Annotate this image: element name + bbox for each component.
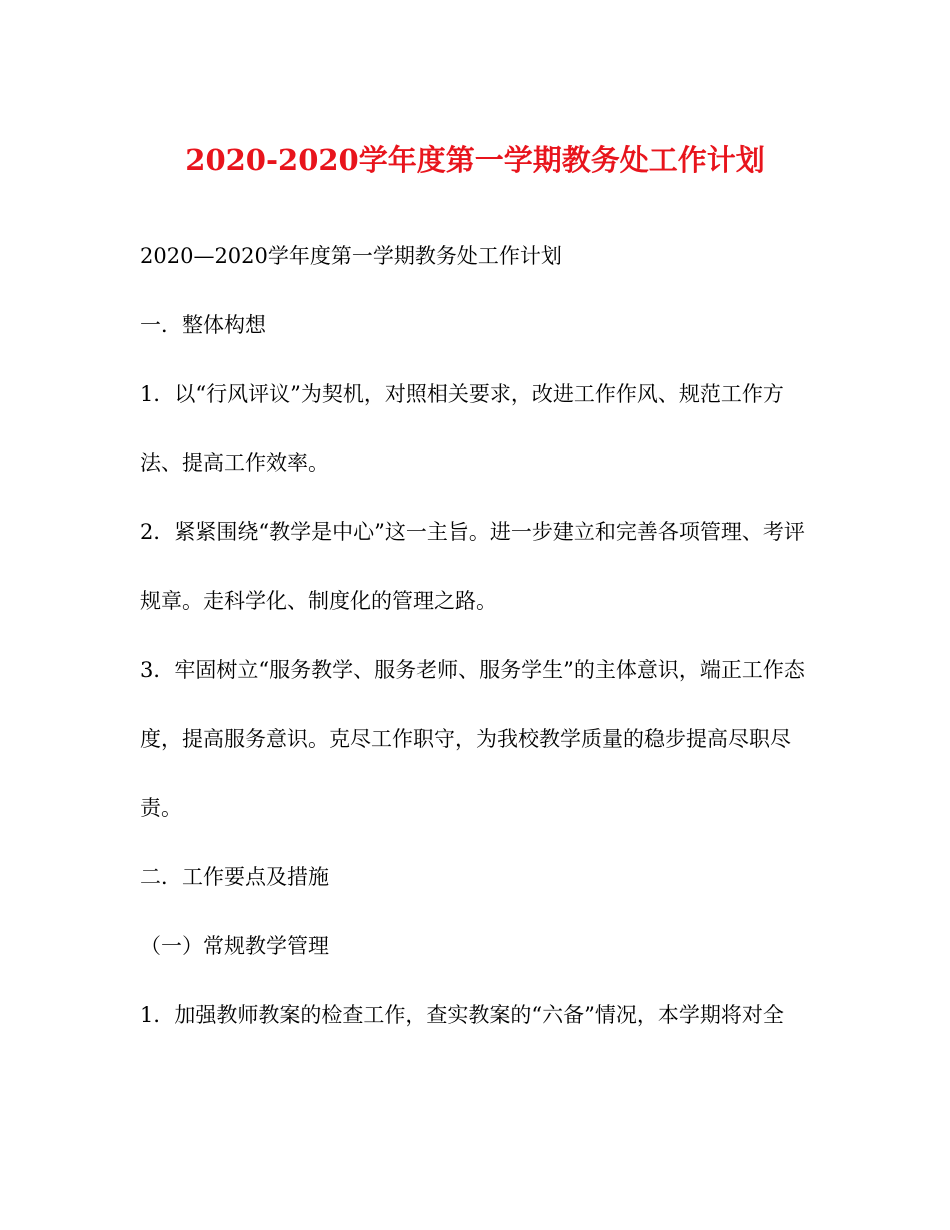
paragraph-heading-line: 2020—2020学年度第一学期教务处工作计划 bbox=[140, 244, 562, 268]
document-body bbox=[140, 222, 810, 1050]
section-heading-key-points: 二．工作要点及措施 bbox=[140, 865, 329, 889]
paragraph-item-routine-1: 1．加强教师教案的检查工作，查实教案的“六备”情况，本学期将对全 bbox=[140, 1003, 784, 1027]
paragraph-item-1: 1．以“行风评议”为契机，对照相关要求，改进工作作风、规范工作方法、提高工作效率。 bbox=[140, 382, 784, 475]
paragraph-item-2: 2．紧紧围绕“教学是中心”这一主旨。进一步建立和完善各项管理、考评规章。走科学化、制度化的管理之路。 bbox=[140, 520, 805, 613]
section-heading-overall-plan: 一．整体构想 bbox=[140, 313, 266, 337]
subsection-heading-routine-management: （一）常规教学管理 bbox=[140, 934, 329, 958]
document-title: 2020-2020学年度第一学期教务处工作计划 bbox=[185, 143, 765, 177]
paragraph-item-3: 3．牢固树立“服务教学、服务老师、服务学生”的主体意识，端正工作态度，提高服务意识。克尽工作职守，为我校教学质量的稳步提高尽职尽责。 bbox=[140, 658, 805, 820]
